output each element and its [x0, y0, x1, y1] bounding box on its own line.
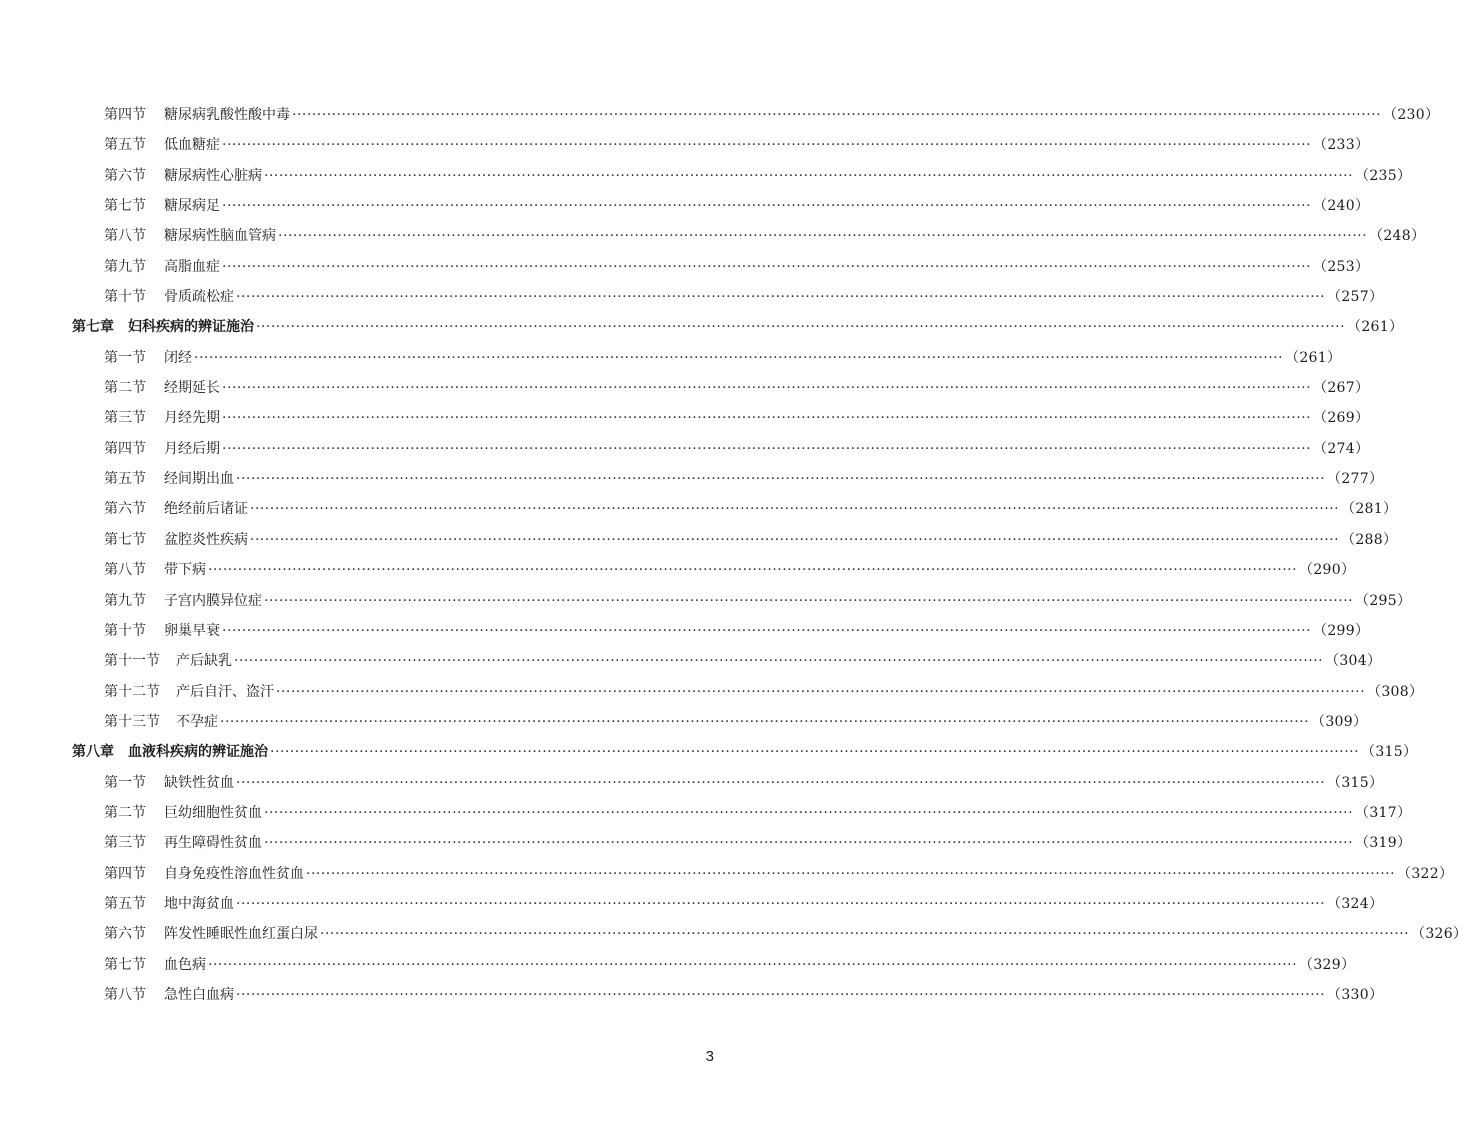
section-label: 第十三节	[104, 713, 160, 730]
leader-dots: ····························································································································································································································	[264, 804, 1354, 821]
leader-dots: ····························································································································································································································	[276, 683, 1366, 700]
leader-dots: ····························································································································································································································	[220, 713, 1310, 730]
toc-section-row	[72, 859, 1454, 889]
section-label: 第四节	[104, 107, 146, 123]
toc-page-ref: （253）	[1313, 258, 1370, 275]
section-label: 第一节	[104, 349, 146, 366]
section-title: 糖尿病足	[164, 198, 220, 215]
toc-page-ref: （309）	[1311, 713, 1368, 730]
toc-page-ref: （281）	[1341, 501, 1398, 518]
section-label: 第四节	[104, 865, 146, 882]
section-title: 带下病	[164, 562, 206, 579]
section-label: 第六节	[104, 501, 146, 518]
section-label: 第七节	[104, 198, 146, 215]
leader-dots: ····························································································································································································································	[222, 137, 1312, 154]
toc-page-ref: （326）	[1411, 926, 1467, 943]
toc-page-ref: （330）	[1327, 986, 1384, 1003]
toc-page-ref: （248）	[1369, 228, 1426, 245]
section-label: 第三节	[104, 835, 146, 852]
leader-dots: ····························································································································································································································	[234, 653, 1324, 670]
leader-dots: ····························································································································································································································	[256, 319, 1346, 336]
leader-dots: ····························································································································································································································	[208, 956, 1298, 973]
leader-dots: ····························································································································································································································	[320, 926, 1410, 943]
toc-page-ref: （288）	[1341, 531, 1398, 548]
toc-section-row	[72, 919, 1467, 949]
leader-dots: ····························································································································································································································	[208, 562, 1298, 579]
toc-page-ref: （267）	[1313, 380, 1370, 397]
toc-page-ref: （308）	[1367, 683, 1424, 700]
leader-dots: ····························································································································································································································	[222, 622, 1312, 639]
leader-dots: ····························································································································································································································	[222, 380, 1312, 397]
section-title: 产后缺乳	[176, 653, 232, 670]
section-title: 骨质疏松症	[164, 289, 234, 306]
toc-section-row	[72, 130, 1370, 160]
leader-dots: ····························································································································································································································	[236, 774, 1326, 791]
toc-section-row	[72, 646, 1382, 676]
leader-dots: ····························································································································································································································	[264, 592, 1354, 609]
section-label: 第十节	[104, 622, 146, 639]
toc-section-row	[72, 403, 1370, 433]
section-label: 第十节	[104, 289, 146, 306]
toc-section-row	[72, 252, 1370, 282]
toc-page-ref: （295）	[1355, 592, 1412, 609]
section-label: 第六节	[104, 926, 146, 943]
section-label: 第七节	[104, 956, 146, 973]
toc-page-ref: （261）	[1347, 319, 1404, 336]
toc-page-ref: （230）	[1383, 107, 1440, 123]
leader-dots: ····························································································································································································································	[236, 471, 1326, 488]
toc-page-ref: （274）	[1313, 440, 1370, 457]
toc-page-ref: （317）	[1355, 804, 1412, 821]
section-title: 卵巢早衰	[164, 622, 220, 639]
leader-dots: ····························································································································································································································	[222, 198, 1312, 215]
section-label: 第一节	[104, 774, 146, 791]
section-title: 巨幼细胞性贫血	[164, 804, 262, 821]
toc-section-row	[72, 950, 1356, 980]
toc-section-row	[72, 677, 1424, 707]
section-title: 急性白血病	[164, 986, 234, 1003]
toc-section-row	[72, 889, 1384, 919]
leader-dots: ····························································································································································································································	[250, 501, 1340, 518]
toc-page-ref: （290）	[1299, 562, 1356, 579]
toc-page-ref: （240）	[1313, 198, 1370, 215]
toc-chapter-row	[72, 312, 1404, 342]
section-title: 血色病	[164, 956, 206, 973]
section-label: 第九节	[104, 258, 146, 275]
leader-dots: ····························································································································································································································	[264, 167, 1354, 184]
toc-page-ref: （299）	[1313, 622, 1370, 639]
chapter-label: 第八章	[72, 744, 114, 761]
section-label: 第四节	[104, 440, 146, 457]
leader-dots: ····························································································································································································································	[250, 531, 1340, 548]
toc-page-ref: （319）	[1355, 835, 1412, 852]
leader-dots: ····························································································································································································································	[222, 440, 1312, 457]
toc-section-row	[72, 828, 1412, 858]
section-title: 绝经前后诸证	[164, 501, 248, 518]
section-title: 经期延长	[164, 380, 220, 397]
toc-section-row	[72, 434, 1370, 464]
toc-section-row	[72, 221, 1426, 251]
toc-section-row	[72, 373, 1370, 403]
section-title: 再生障碍性贫血	[164, 835, 262, 852]
leader-dots: ····························································································································································································································	[236, 895, 1326, 912]
leader-dots: ····························································································································································································································	[222, 410, 1312, 427]
leader-dots: ····························································································································································································································	[270, 744, 1360, 761]
section-label: 第六节	[104, 167, 146, 184]
section-label: 第八节	[104, 986, 146, 1003]
leader-dots: ····························································································································································································································	[264, 835, 1354, 852]
section-title: 闭经	[164, 349, 192, 366]
toc-page-ref: （261）	[1285, 349, 1342, 366]
section-label: 第九节	[104, 592, 146, 609]
toc-section-row	[72, 100, 1440, 130]
section-title: 地中海贫血	[164, 895, 234, 912]
toc-page-ref: （235）	[1355, 167, 1412, 184]
section-label: 第七节	[104, 531, 146, 548]
section-title: 经间期出血	[164, 471, 234, 488]
section-title: 月经后期	[164, 440, 220, 457]
section-title: 子宫内膜异位症	[164, 592, 262, 609]
section-title: 盆腔炎性疾病	[164, 531, 248, 548]
leader-dots: ····························································································································································································································	[306, 865, 1396, 882]
page-number: 3	[705, 1048, 714, 1065]
section-label: 第八节	[104, 228, 146, 245]
toc-page-ref: （329）	[1299, 956, 1356, 973]
chapter-title: 血液科疾病的辨证施治	[128, 744, 268, 761]
toc-section-row	[72, 525, 1398, 555]
toc-section-row	[72, 707, 1368, 737]
leader-dots: ····························································································································································································································	[194, 349, 1284, 366]
toc-chapter-row	[72, 737, 1418, 767]
section-label: 第十一节	[104, 653, 160, 670]
toc-section-row	[72, 616, 1370, 646]
leader-dots: ····························································································································································································································	[236, 986, 1326, 1003]
toc-page-ref: （269）	[1313, 410, 1370, 427]
toc-section-row	[72, 343, 1342, 373]
section-title: 阵发性睡眠性血红蛋白尿	[164, 926, 318, 943]
section-title: 缺铁性贫血	[164, 774, 234, 791]
section-label: 第五节	[104, 895, 146, 912]
toc-section-row	[72, 555, 1356, 585]
leader-dots: ····························································································································································································································	[222, 258, 1312, 275]
toc-page-ref: （324）	[1327, 895, 1384, 912]
section-label: 第二节	[104, 380, 146, 397]
section-label: 第五节	[104, 471, 146, 488]
section-label: 第三节	[104, 410, 146, 427]
section-label: 第八节	[104, 562, 146, 579]
toc-page-ref: （322）	[1397, 865, 1454, 882]
leader-dots: ····························································································································································································································	[236, 289, 1326, 306]
toc-section-row	[72, 282, 1384, 312]
toc-section-row	[72, 586, 1412, 616]
section-title: 不孕症	[176, 713, 218, 730]
toc-page-ref: （304）	[1325, 653, 1382, 670]
toc-section-row	[72, 464, 1384, 494]
toc-page-ref: （315）	[1327, 774, 1384, 791]
toc-page-ref: （233）	[1313, 137, 1370, 154]
toc-section-row	[72, 494, 1398, 524]
section-title: 糖尿病性脑血管病	[164, 228, 276, 245]
section-title: 自身免疫性溶血性贫血	[164, 865, 304, 882]
section-label: 第五节	[104, 137, 146, 154]
toc-section-row	[72, 161, 1412, 191]
section-title: 月经先期	[164, 410, 220, 427]
section-label: 第二节	[104, 804, 146, 821]
section-title: 低血糖症	[164, 137, 220, 154]
toc-page-ref: （257）	[1327, 289, 1384, 306]
toc-page-ref: （315）	[1361, 744, 1418, 761]
section-title: 产后自汗、盗汗	[176, 683, 274, 700]
leader-dots: ····························································································································································································································	[278, 228, 1368, 245]
section-label: 第十二节	[104, 683, 160, 700]
section-title: 糖尿病乳酸性酸中毒	[164, 107, 290, 123]
chapter-label: 第七章	[72, 319, 114, 336]
toc-section-row	[72, 768, 1384, 798]
toc-page-ref: （277）	[1327, 471, 1384, 488]
table-of-contents	[72, 100, 1467, 1010]
chapter-title: 妇科疾病的辨证施治	[128, 319, 254, 336]
toc-section-row	[72, 798, 1412, 828]
toc-section-row	[72, 191, 1370, 221]
toc-section-row	[72, 980, 1384, 1010]
section-title: 糖尿病性心脏病	[164, 167, 262, 184]
leader-dots: ····························································································································································································································	[292, 107, 1382, 123]
section-title: 高脂血症	[164, 258, 220, 275]
